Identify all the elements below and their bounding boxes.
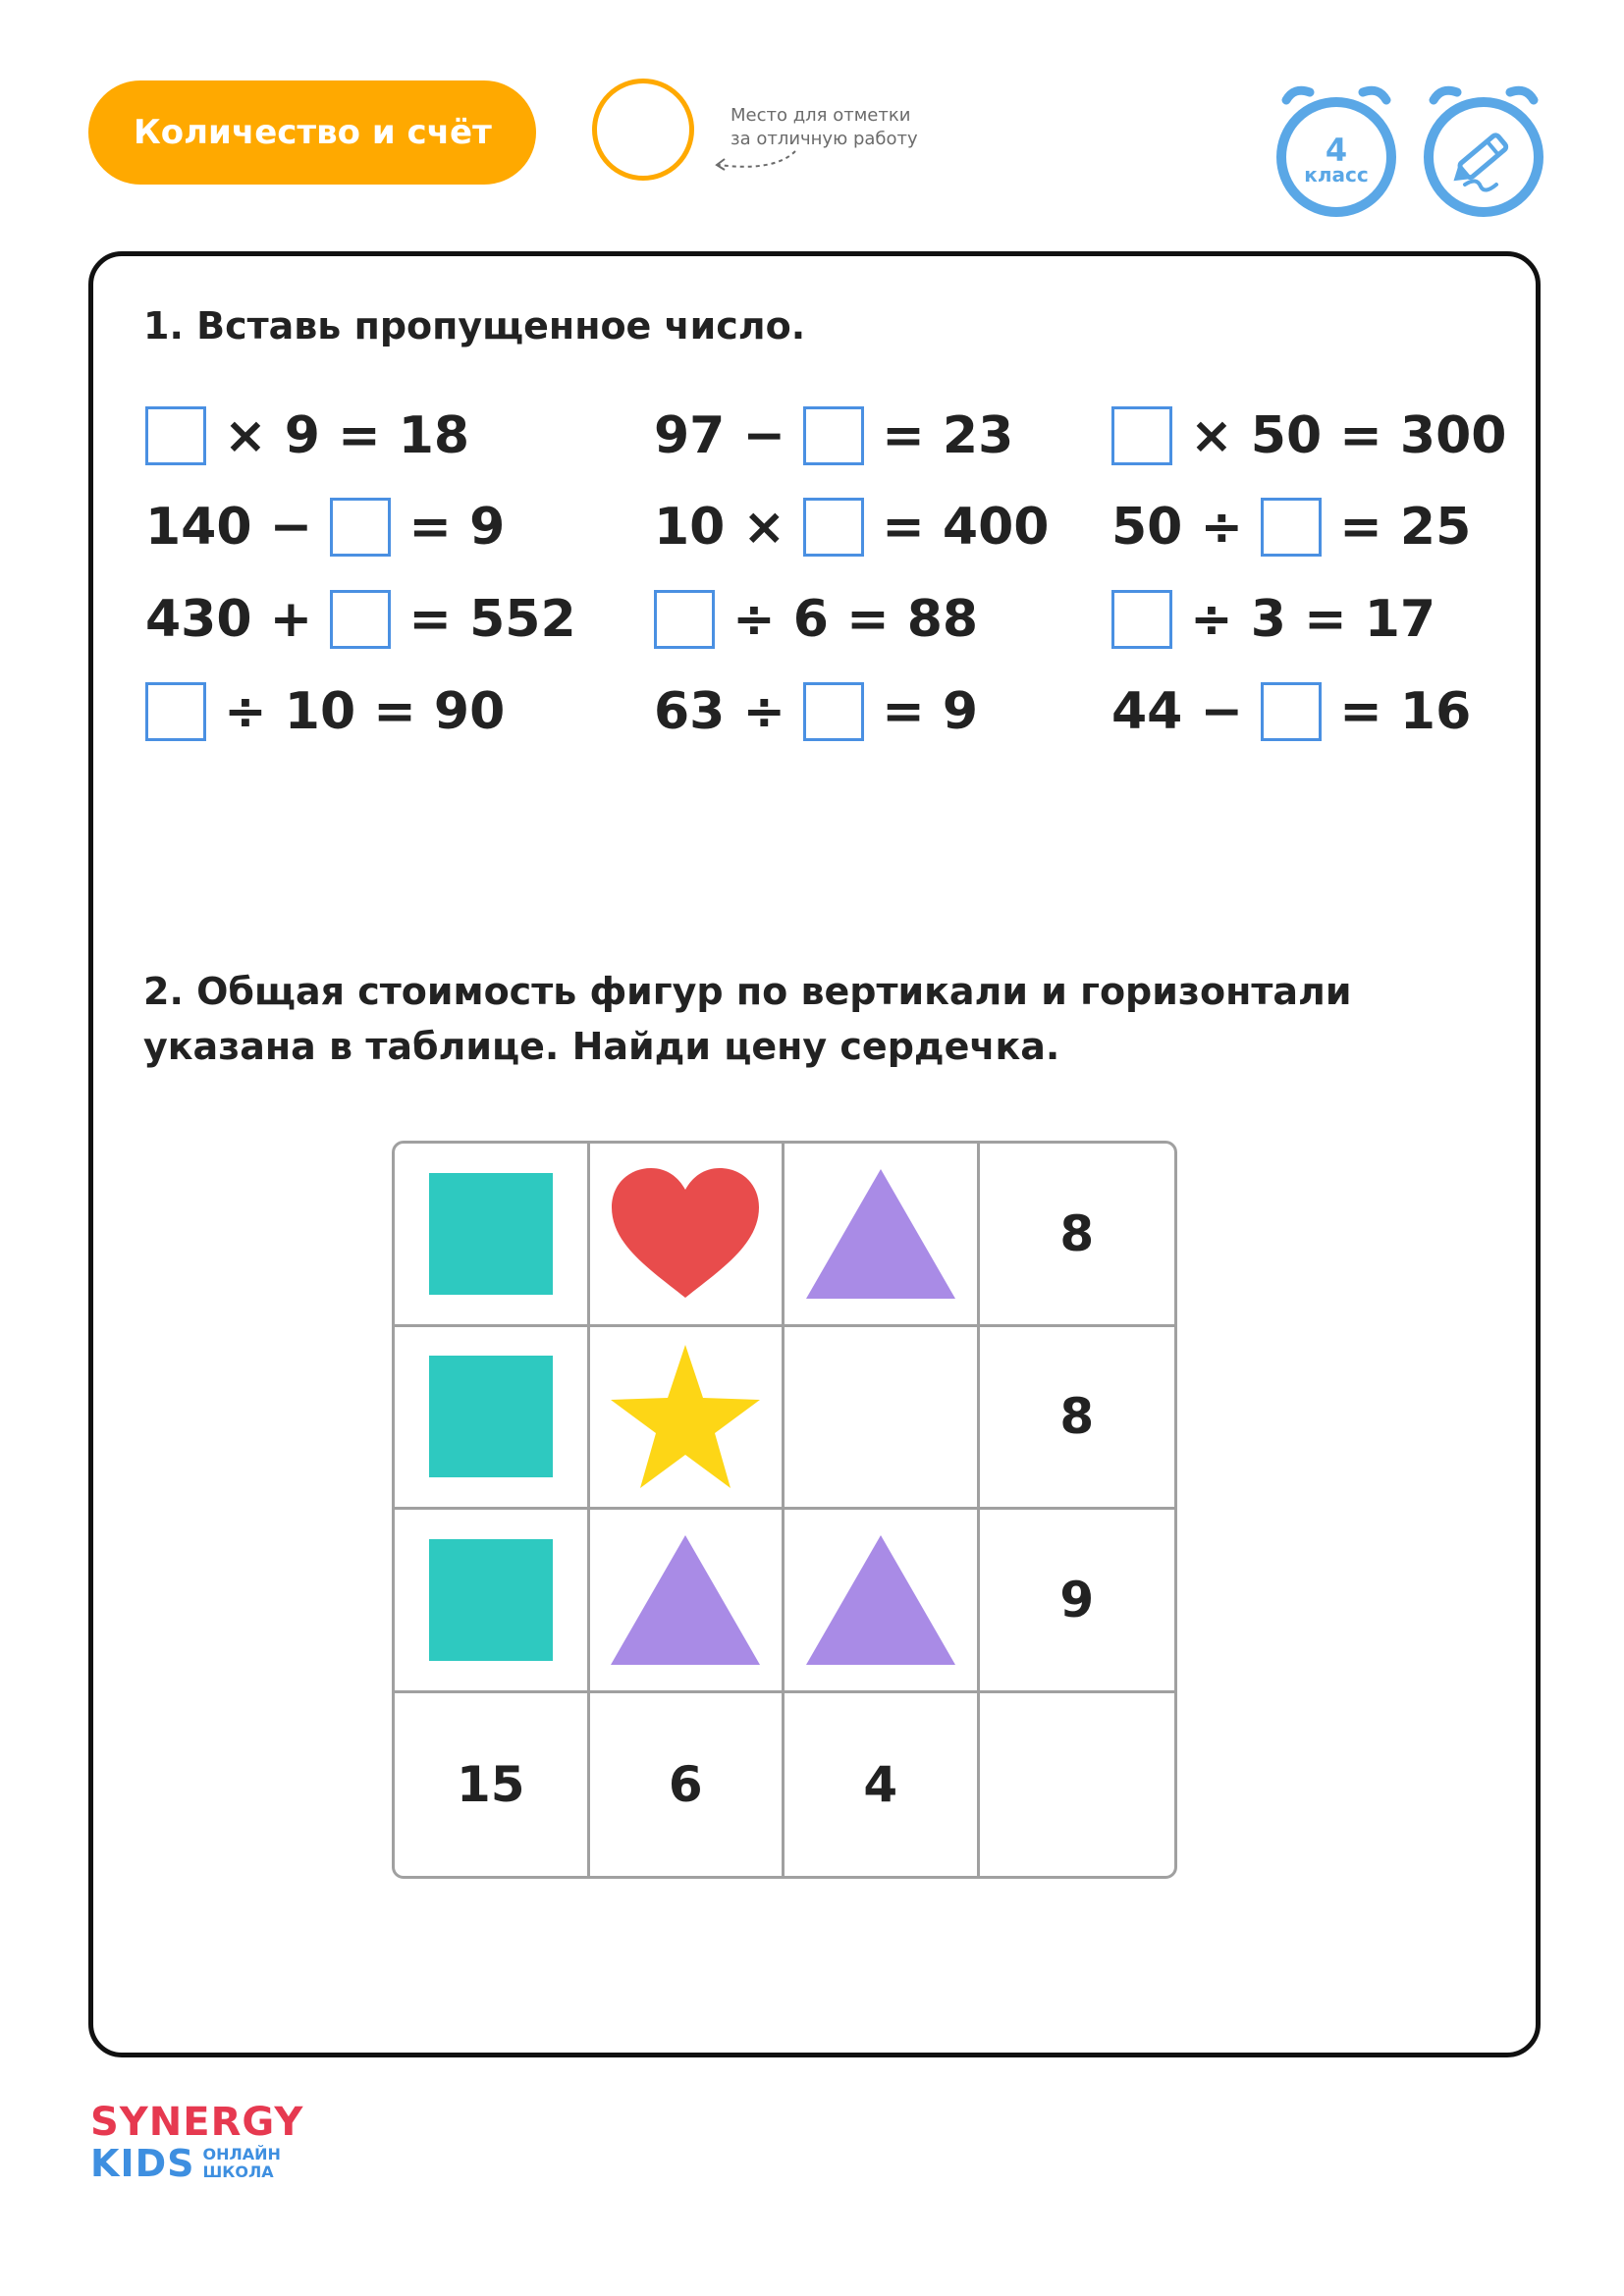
equation xyxy=(145,496,505,559)
equation xyxy=(145,404,469,467)
equation-text: = 400 xyxy=(864,498,1050,557)
answer-box[interactable] xyxy=(145,406,206,465)
grade-level-badge xyxy=(1272,80,1400,222)
equation xyxy=(654,680,978,743)
answer-box[interactable] xyxy=(1111,590,1172,649)
equation-text: = 552 xyxy=(391,590,576,649)
equation-text: 430 + xyxy=(145,590,331,649)
equation xyxy=(145,680,505,743)
equation-text: = 23 xyxy=(864,406,1014,465)
task1-title: 1. Вставь пропущенное число. xyxy=(143,304,806,347)
logo-kids: KIDS xyxy=(90,2142,195,2185)
topic-badge xyxy=(88,80,536,185)
equation-text: 140 − xyxy=(145,498,331,557)
answer-box[interactable] xyxy=(803,682,864,741)
equation-text: 50 ÷ xyxy=(1111,498,1262,557)
equation-text: 63 ÷ xyxy=(654,682,804,741)
equation xyxy=(1111,588,1435,651)
logo-online: ОНЛАЙН xyxy=(202,2145,281,2163)
equation xyxy=(654,404,1013,467)
price-value: 15 xyxy=(395,1693,590,1877)
equation-text: × 50 = 300 xyxy=(1172,406,1507,465)
square-icon xyxy=(395,1144,590,1327)
grade-note-line2: за отличную работу xyxy=(731,129,918,149)
logo-school-text xyxy=(203,2146,281,2181)
equation-text: ÷ 6 = 88 xyxy=(715,590,979,649)
task2-title-line1: 2. Общая стоимость фигур по вертикали и горизонтали xyxy=(143,970,1352,1013)
topic-label: Количество и счёт xyxy=(134,113,492,152)
equation xyxy=(1111,680,1471,743)
answer-box[interactable] xyxy=(145,682,206,741)
answer-box[interactable] xyxy=(803,498,864,557)
answer-box[interactable] xyxy=(1261,682,1322,741)
price-value: 9 xyxy=(980,1510,1175,1693)
equation-text: = 16 xyxy=(1322,682,1472,741)
empty-cell xyxy=(980,1693,1175,1877)
equation-text: ÷ 10 = 90 xyxy=(206,682,506,741)
shape-price-table xyxy=(392,1141,1177,1879)
synergy-kids-logo xyxy=(90,2101,303,2183)
pen-badge xyxy=(1420,80,1547,222)
heart-icon xyxy=(590,1144,785,1327)
answer-box[interactable] xyxy=(330,590,391,649)
answer-box[interactable] xyxy=(1261,498,1322,557)
answer-box[interactable] xyxy=(1111,406,1172,465)
alarm-clock-icon xyxy=(1272,80,1400,218)
price-value: 8 xyxy=(980,1327,1175,1511)
equation-text: = 9 xyxy=(391,498,506,557)
task2-title-line2: указана в таблице. Найди цену сердечка. xyxy=(143,1025,1060,1068)
equation xyxy=(145,588,576,651)
price-value: 8 xyxy=(980,1144,1175,1327)
answer-box[interactable] xyxy=(330,498,391,557)
equation-text: 44 − xyxy=(1111,682,1262,741)
equation-text: × 9 = 18 xyxy=(206,406,470,465)
equations-grid xyxy=(145,404,1507,768)
equation-text: = 25 xyxy=(1322,498,1472,557)
answer-box[interactable] xyxy=(654,590,715,649)
price-value: 4 xyxy=(785,1693,980,1877)
logo-school: ШКОЛА xyxy=(202,2163,274,2181)
answer-box[interactable] xyxy=(803,406,864,465)
square-icon xyxy=(395,1510,590,1693)
logo-synergy: SYNERGY xyxy=(90,2100,304,2145)
equation-text: 10 × xyxy=(654,498,804,557)
square-icon xyxy=(395,1327,590,1511)
dashed-arrow-icon xyxy=(711,145,799,175)
equation xyxy=(1111,404,1506,467)
equation xyxy=(1111,496,1471,559)
triangle-icon xyxy=(785,1510,980,1693)
triangle-icon xyxy=(785,1144,980,1327)
grade-mark-circle[interactable] xyxy=(592,79,694,181)
task2-title xyxy=(143,964,1351,1074)
triangle-icon xyxy=(590,1510,785,1693)
grade-mark-note xyxy=(731,104,918,151)
equation xyxy=(654,496,1049,559)
grade-note-line1: Место для отметки xyxy=(731,105,911,126)
equation-text: 97 − xyxy=(654,406,804,465)
grade-word: класс xyxy=(1304,163,1369,187)
star-icon xyxy=(590,1327,785,1511)
price-value: 6 xyxy=(590,1693,785,1877)
equation-text: = 9 xyxy=(864,682,979,741)
pen-icon xyxy=(1420,80,1547,218)
empty-cell xyxy=(785,1327,980,1511)
equation-text: ÷ 3 = 17 xyxy=(1172,590,1436,649)
equation xyxy=(654,588,978,651)
grade-number: 4 xyxy=(1325,132,1348,169)
